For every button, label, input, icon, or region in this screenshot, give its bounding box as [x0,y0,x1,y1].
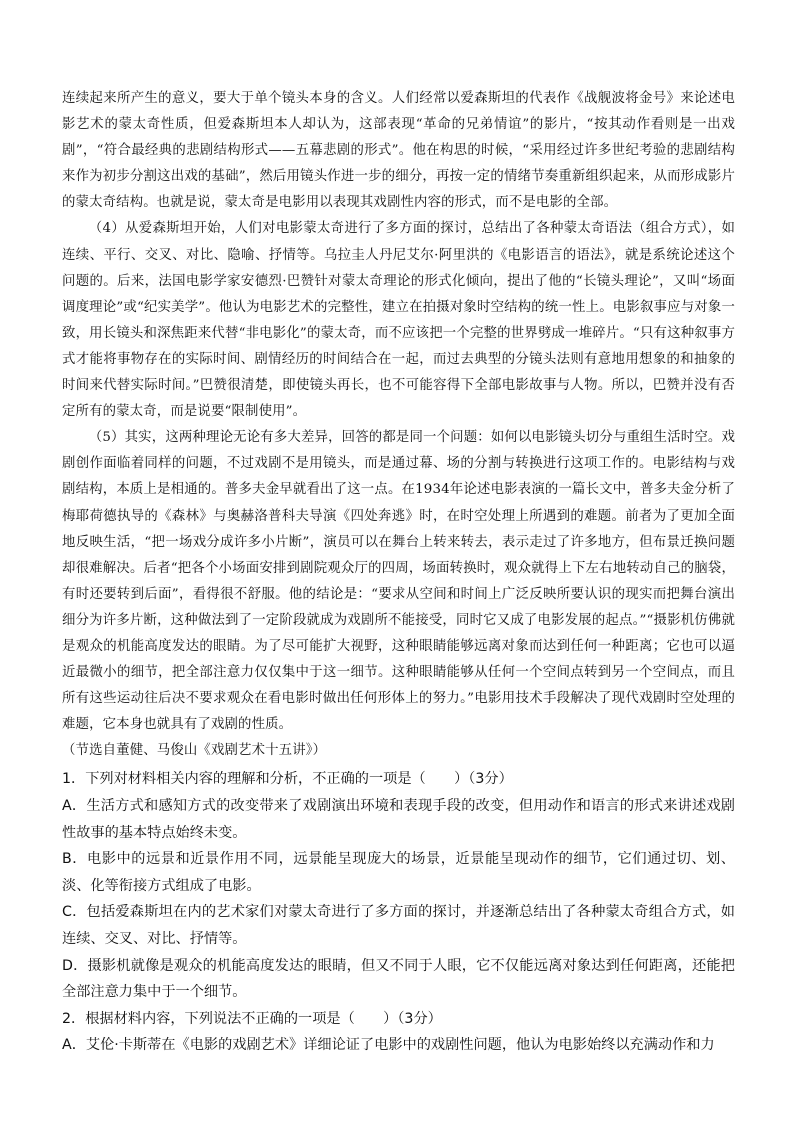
option-d: D．摄影机就像是观众的机能高度发达的眼睛，但又不同于人眼，它不仅能远离对象达到任何距离，还能把全部注意力集中于一个细节。 [62,957,735,1001]
option-a: A．艾伦·卡斯蒂在《电影的戏剧艺术》详细论证了电影中的戏剧性问题，他认为电影始终以充满动作和力 [62,1037,715,1054]
passage-paragraph-5: （5）其实，这两种理论无论有多大差异，回答的都是同一个问题：如何以电影镜头切分与重组生活时空。戏剧创作面临着同样的问题，不过戏剧不是用镜头，而是通过幕、场的分割与转换进行这项工作的。电影结构与戏剧结构，本质上是相通的。普多夫金早就看出了这一点。在1934年论述电影表演的一篇长文中，普多夫金分析了梅耶荷德执导的《森林》与奥赫洛普科夫导演《四处奔逃》时，在时空处理上所遇到的难题。前者为了更加全面地反映生活，“把一场戏分成许多小片断”，演员可以在舞台上转来转去，表示走过了许多地方，但布景迁换问题却很难解决。后者“把各个小场面安排到剧院观众厅的四周，场面转换时，观众就得上下左右地转动自己的脑袋，有时还要转到后面”，看得很不舒服。他的结论是：“要求从空间和时间上广泛反映所要认识的现实而把舞台演出细分为许多片断，这种做法到了一定阶段就成为戏剧所不能接受，同时它又成了电影发展的起点。”“摄影机仿佛就是观众的机能高度发达的眼睛。为了尽可能扩大视野，这种眼睛能够远离对象而达到任何一种距离；它也可以逼近最微小的细节，把全部注意力仅仅集中于这一细节。这种眼睛能够从任何一个空间点转到另一个空间点，而且所有这些运动往后决不要求观众在看电影时做出任何形体上的努力。”电影用技术手段解决了现代戏剧时空处理的难题，它本身也就具有了戏剧的性质。 [62,430,735,733]
option-a: A．生活方式和感知方式的改变带来了戏剧演出环境和表现手段的改变，但用动作和语言的形式来讲述戏剧性故事的基本特点始终未变。 [62,798,735,841]
passage-paragraph-4: （4）从爱森斯坦开始，人们对电影蒙太奇进行了多方面的探讨，总结出了各种蒙太奇语法（组合方式），如连续、平行、交叉、对比、隐喻、抒情等。乌拉圭人丹尼艾尔·阿里洪的《电影语言的语法》，就是系统论述这个问题的。后来，法国电影学家安德烈·巴赞针对蒙太奇理论的形式化倾向，提出了他的“长镜头理论”，又叫“场面调度理论”或“纪实美学”。他认为电影艺术的完整性，建立在拍摄对象时空结构的统一性上。电影叙事应与对象一致，用长镜头和深焦距来代替“非电影化”的蒙太奇，而不应该把一个完整的世界劈成一堆碎片。“只有这种叙事方式才能将事物存在的实际时间、剧情经历的时间结合在一起，而过去典型的分镜头法则有意地用想象的和抽象的时间来代替实际时间。”巴赞很清楚，即使镜头再长，也不可能容得下全部电影故事与人物。所以，巴赞并没有否定所有的蒙太奇，而是说要“限制使用”。 [62,221,735,420]
option-c: C．包括爱森斯坦在内的艺术家们对蒙太奇进行了多方面的探讨，并逐渐总结出了各种蒙太奇组合方式，如连续、交叉、对比、抒情等。 [62,904,735,947]
question-1 [62,766,735,1005]
exam-page [62,86,735,1059]
question-stem: 1．下列对材料相关内容的理解和分析，不正确的一项是（ ）（3分） [62,771,513,788]
reading-passage [62,86,735,764]
question-stem: 2．根据材料内容，下列说法不正确的一项是（ ）（3分） [62,1010,442,1027]
question-section [62,766,735,1059]
question-2 [62,1006,735,1059]
passage-paragraph-continued: 连续起来所产生的意义，要大于单个镜头本身的含义。人们经常以爱森斯坦的代表作《战舰波将金号》来论述电影艺术的蒙太奇性质，但爱森斯坦本人却认为，这部表现“革命的兄弟情谊”的影片，“按其动作看则是一出戏剧”，“符合最经典的悲剧结构形式——五幕悲剧的形式”。他在构思的时候，“采用经过许多世纪考验的悲剧结构来作为初步分割这出戏的基础”，然后用镜头作进一步的细分，再按一定的情绪节奏重新组织起来，从而形成影片的蒙太奇结构。也就是说，蒙太奇是电影用以表现其戏剧性内容的形式，而不是电影的全部。 [62,91,735,211]
passage-source: （节选自董健、马俊山《戏剧艺术十五讲》） [62,743,327,759]
option-b: B．电影中的远景和近景作用不同，远景能呈现庞大的场景，近景能呈现动作的细节，它们通过切、划、淡、化等衔接方式组成了电影。 [62,851,735,894]
